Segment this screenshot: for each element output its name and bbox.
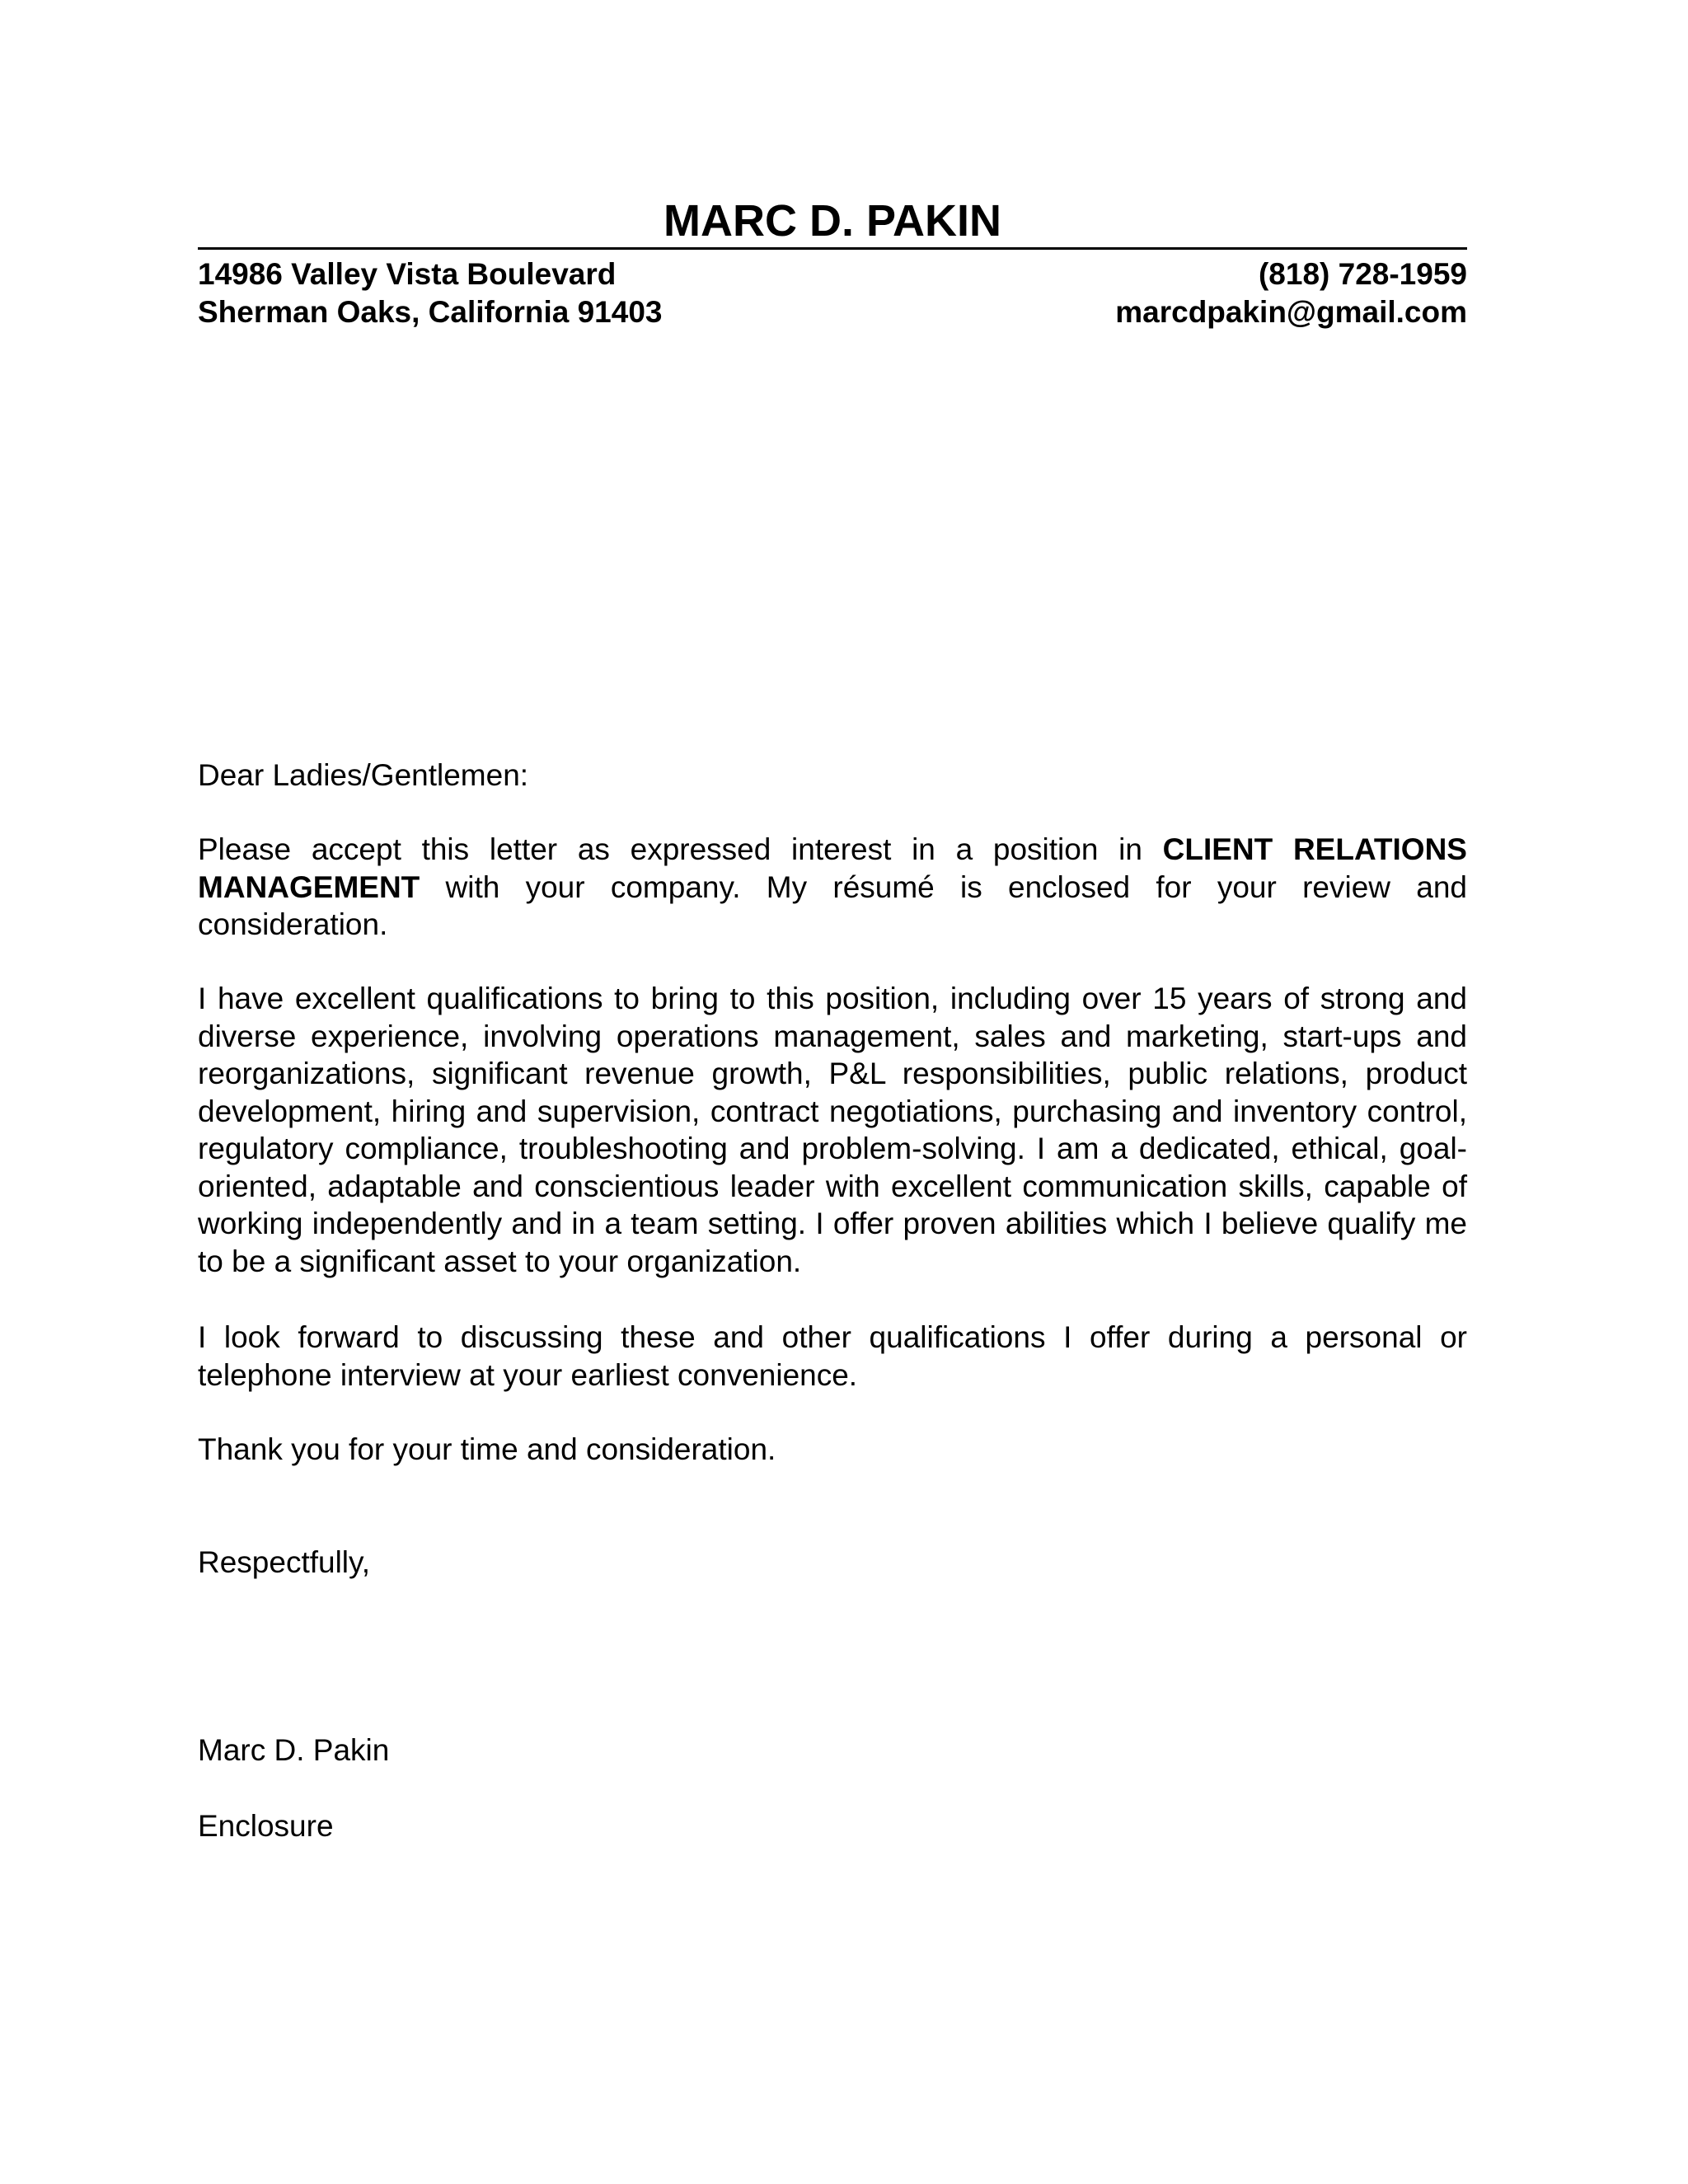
letterhead-name: MARC D. PAKIN (663, 196, 1001, 246)
email-address: marcdpakin@gmail.com (1115, 295, 1467, 329)
letterhead-rule (198, 247, 1467, 250)
enclosure-note: Enclosure (198, 1809, 334, 1843)
salutation: Dear Ladies/Gentlemen: (198, 758, 529, 792)
address-line-1: 14986 Valley Vista Boulevard (198, 257, 617, 291)
signature-name: Marc D. Pakin (198, 1733, 390, 1767)
paragraph-interest-text-end: with your company. My résumé is enclosed for your review and consideration. (198, 869, 1467, 941)
paragraph-interview: I look forward to discussing these and other qualifications I offer during a personal or telephone interview at your earliest convenience. (198, 1320, 1467, 1392)
phone-number: (818) 728-1959 (1258, 257, 1467, 291)
address-line-2: Sherman Oaks, California 91403 (198, 295, 663, 329)
closing: Respectfully, (198, 1545, 371, 1579)
paragraph-interest-text-start: Please accept this letter as expressed interest in a position in (198, 832, 1163, 866)
position-title: CLIENT RELATIONS MANAGEMENT (198, 832, 1467, 904)
paragraph-interest (198, 831, 1467, 944)
paragraph-qualifications: I have excellent qualifications to bring to this position, including over 15 years of strong and diverse experience, involving operations management, sales and marketing, start-ups and reorganizations, significant revenue growth, P&L responsibilities, public relations, product development, hiring and supervision, contract negotiations, purchasing and inventory control, regulatory compliance, troubleshooting and problem-solving. I am a dedicated, ethical, goal-oriented, adaptable and conscientious leader with excellent communication skills, capable of working independently and in a team setting. I offer proven abilities which I believe qualify me to be a significant asset to your organization. (198, 982, 1467, 1278)
paragraph-thanks: Thank you for your time and consideration. (198, 1432, 776, 1466)
